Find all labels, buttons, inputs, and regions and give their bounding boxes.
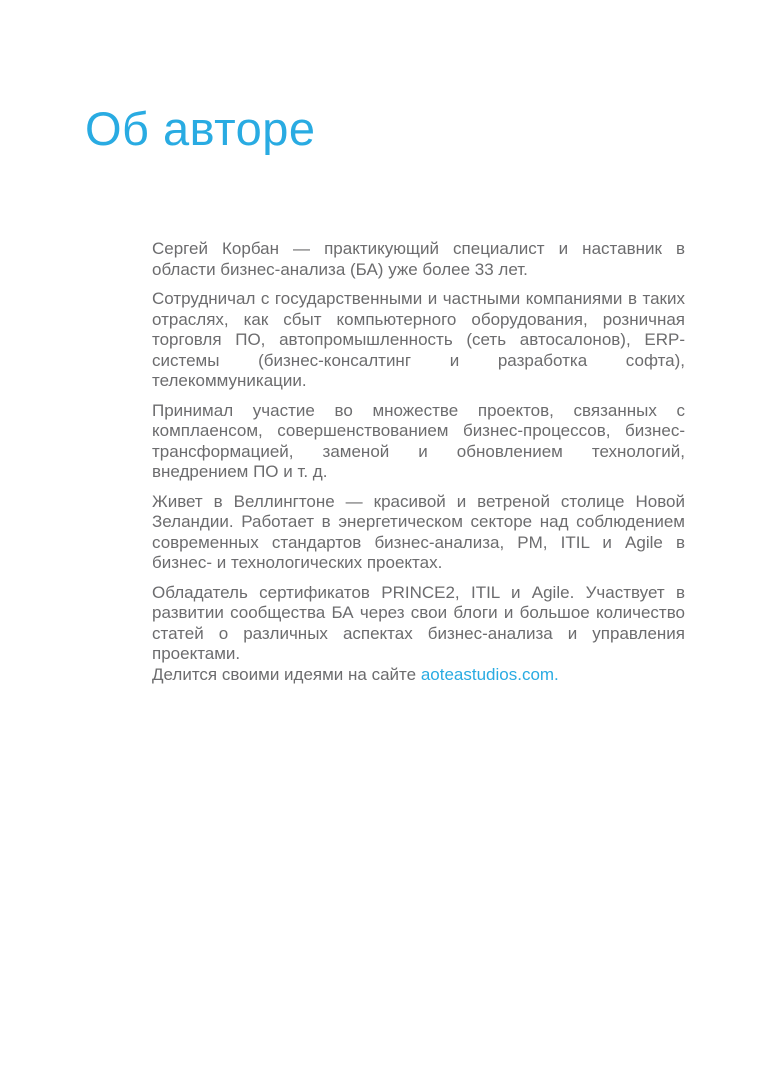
author-bio-block <box>152 239 685 685</box>
bio-paragraph: Обладатель сертификатов PRINCE2, ITIL и Agile. Участвует в развитии сообщества БА через свои блоги и большое количество статей о различных аспектах бизнес-анализа и управления проектами. <box>152 582 685 663</box>
bio-paragraphs <box>152 239 685 665</box>
closing-text: Делится своими идеями на сайте <box>152 664 421 684</box>
closing-paragraph <box>152 665 685 686</box>
bio-paragraph: Живет в Веллингтоне — красивой и ветреной столице Новой Зеландии. Работает в энергетическом секторе над соблюдением современных стандартов бизнес-анализа, PM, ITIL и Agile в бизнес- и технологических проектах. <box>152 491 685 572</box>
bio-paragraph: Сотрудничал с государственными и частными компаниями в таких отраслях, как сбыт компьютерного оборудования, розничная торговля ПО, автопромышленность (сеть автосалонов), ERP-системы (бизнес-консалтинг и разработка софта), телекоммуникации. <box>152 289 685 390</box>
page-title: Об авторе <box>85 102 316 155</box>
bio-paragraph: Принимал участие во множестве проектов, связанных с комплаенсом, совершенствованием бизнес-процессов, бизнес-трансформацией, заменой и обновлением технологий, внедрением ПО и т. д. <box>152 400 685 481</box>
website-link[interactable]: aoteastudios.com. <box>420 664 559 684</box>
bio-paragraph: Сергей Корбан — практикующий специалист и наставник в области бизнес-анализа (БА) уже более 33 лет. <box>152 239 685 279</box>
